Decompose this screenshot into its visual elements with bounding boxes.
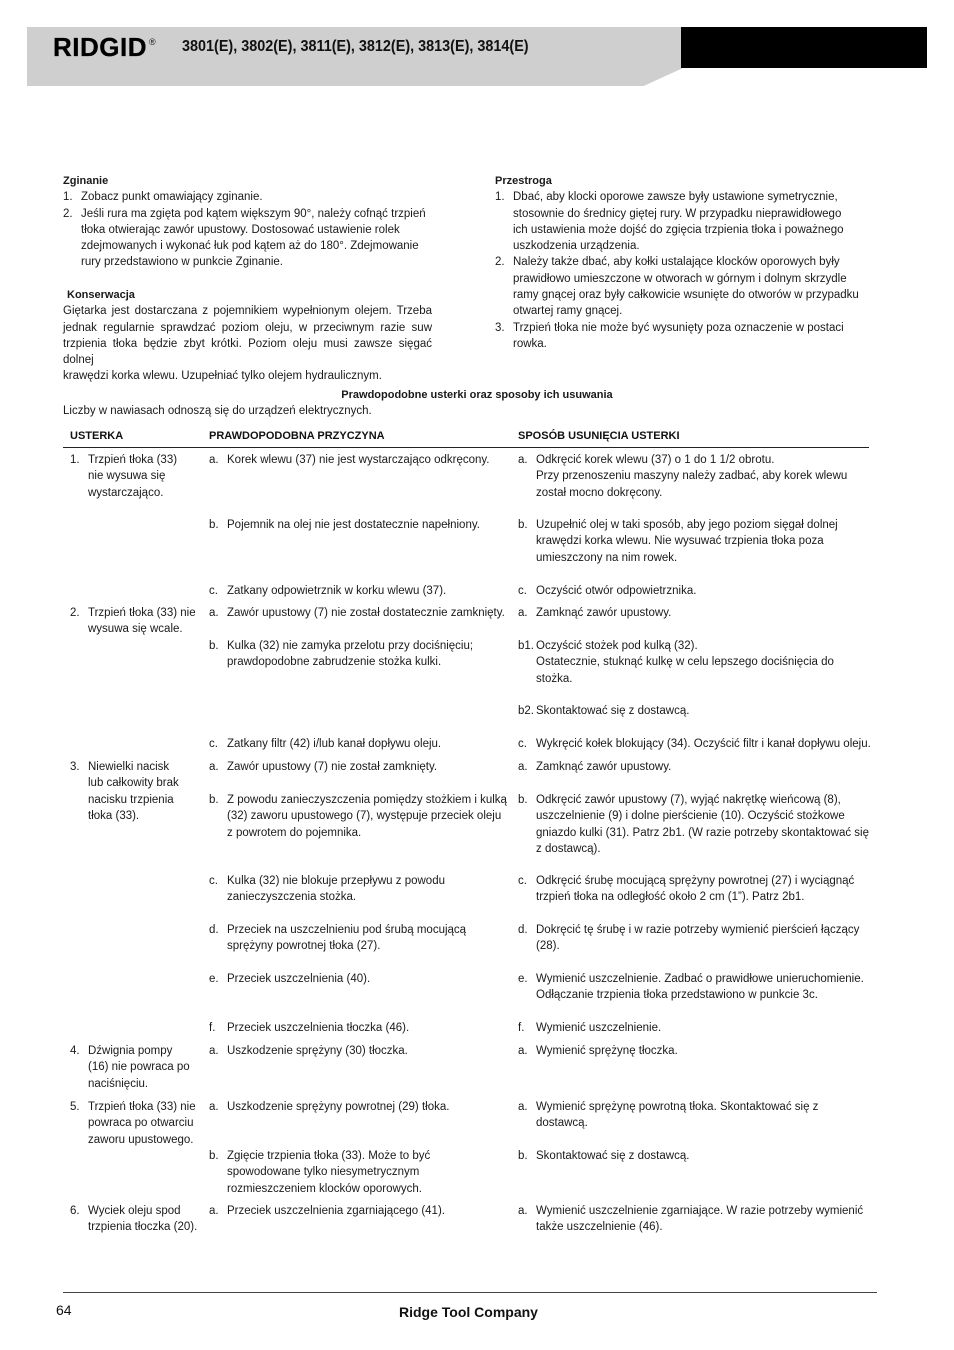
table-row-remedy: d. Dokręcić tę śrubę i w razie potrzeby wymienić pierścień łączący (28). — [518, 924, 860, 953]
list-item: 1. Dbać, aby klocki oporowe zawsze były ustawione symetrycznie, stosownie do średnicy giętej rury. W przypadku nieprawidłowego ich ustawienia może dojść do zgięcia trzpienia tłoka i poważnego uszkodzenia urządzenia. — [495, 191, 844, 253]
list-item: 3. Trzpień tłoka nie może być wysunięty poza oznaczenie w postaci rowka. — [495, 321, 844, 350]
bending-title: Zginanie — [63, 175, 109, 187]
table-row-remedy: b. Odkręcić zawór upustowy (7), wyjąć nakrętkę wieńcową (8), uszczelnienie (9) i dolne pierścienie (10). Oczyścić stożkowe gniazdo kulki (31). Patrz 2b1. (W razie potrzeby skontaktować się z dostawcą). — [518, 794, 870, 855]
maintenance-section: Konserwacja Giętarka jest dostarczana z pojemnikiem wypełnionym olejem. Trzeba jednak regularnie sprawdzać poziom oleju, w przeciwnym razie suw trzpienia tłoka będzie zbyt krótki. Poziom oleju musi zawsze sięgać dolnej krawędzi korka wlewu. Uzupełniać tylko olejem hydraulicznym. — [63, 289, 432, 383]
table-row-remedy: c. Wykręcić kołek blokujący (34). Oczyścić filtr i kanał dopływu oleju. — [518, 738, 871, 750]
table-row-fault: 6. Wyciek oleju spod trzpienia tłoczka (20). — [70, 1205, 198, 1234]
registered-mark: ® — [149, 36, 156, 47]
bending-section — [63, 173, 433, 271]
table-row-cause: b. Z powodu zanieczyszczenia pomiędzy stożkiem i kulką (32) zaworu upustowego (7), występuje przeciek oleju z powrotem do pojemnika. — [209, 794, 507, 839]
column-header-fault: USTERKA — [70, 430, 124, 442]
table-row-cause: b. Pojemnik na olej nie jest dostatecznie napełniony. — [209, 519, 480, 531]
column-header-cause: PRAWDOPODOBNA PRZYCZYNA — [209, 430, 385, 442]
model-numbers: 3801(E), 3802(E), 3811(E), 3812(E), 3813(E), 3814(E) — [182, 38, 529, 55]
table-row-fault: 3. Niewielki nacisk lub całkowity brak nacisku trzpienia tłoka (33). — [70, 761, 179, 822]
column-header-remedy: SPOSÓB USUNIĘCIA USTERKI — [518, 430, 680, 442]
table-row-cause: d. Przeciek na uszczelnieniu pod śrubą mocującą sprężyny powrotnej tłoka (27). — [209, 924, 467, 953]
table-row-remedy: f. Wymienić uszczelnienie. — [518, 1022, 662, 1034]
table-row-cause: a. Uszkodzenie sprężyny powrotnej (29) tłoka. — [209, 1101, 450, 1113]
table-row-fault: 5. Trzpień tłoka (33) nie powraca po otwarciu zaworu upustowego. — [70, 1101, 196, 1146]
header-black-block — [681, 27, 927, 68]
table-row-cause: c. Zatkany odpowietrznik w korku wlewu (37). — [209, 585, 447, 597]
caution-title: Przestroga — [495, 175, 552, 187]
header-strip — [27, 68, 683, 86]
page-number: 64 — [56, 1302, 72, 1318]
table-row-remedy: a. Zamknąć zawór upustowy. — [518, 607, 672, 619]
table-row-remedy: b. Skontaktować się z dostawcą. — [518, 1150, 690, 1162]
table-row-cause: a. Korek wlewu (37) nie jest wystarczająco odkręcony. — [209, 454, 490, 466]
table-row-fault: 1. Trzpień tłoka (33) nie wysuwa się wystarczająco. — [70, 454, 178, 499]
list-item: 2. Jeśli rura ma zgięta pod kątem większym 90°, należy cofnąć trzpień tłoka otwierając zawór upustowy. Dostosować ustawienie rolek zdejmowanych i wykonać łuk pod kątem aż do 180°. Zdejmowanie rury przedstawiono w punkcie Zginanie. — [63, 207, 426, 269]
table-row-remedy: c. Odkręcić śrubę mocującą sprężyny powrotnej (27) i wyciągnąć trzpień tłoka na odległość około 2 cm (1”). Patrz 2b1. — [518, 875, 855, 904]
table-row-cause: f. Przeciek uszczelnienia tłoczka (46). — [209, 1022, 410, 1034]
table-row-remedy: a. Wymienić sprężynę powrotną tłoka. Skontaktować się z dostawcą. — [518, 1101, 819, 1130]
brand-name: RIDGID — [53, 32, 147, 62]
troubleshooting-note: Liczby w nawiasach odnoszą się do urządzeń elektrycznych. — [63, 405, 372, 417]
table-row-cause: a. Przeciek uszczelnienia zgarniającego (41). — [209, 1205, 445, 1217]
table-row-cause: a. Zawór upustowy (7) nie został zamknięty. — [209, 761, 438, 773]
table-row-cause: b. Zgięcie trzpienia tłoka (33). Może to być spowodowane tylko niesymetrycznym rozmieszczeniem klocków oporowych. — [209, 1150, 431, 1195]
caution-list — [495, 189, 870, 352]
table-row-cause: a. Zawór upustowy (7) nie został dostatecznie zamknięty. — [209, 607, 505, 619]
header-divider — [63, 447, 869, 448]
troubleshooting-title: Prawdopodobne usterki oraz sposoby ich usuwania — [341, 389, 613, 401]
company-name: Ridge Tool Company — [399, 1304, 538, 1320]
table-row-cause: b. Kulka (32) nie zamyka przelotu przy dociśnięciu; prawdopodobne zabrudzenie stożka kulki. — [209, 640, 474, 669]
table-row-remedy: a. Wymienić sprężynę tłoczka. — [518, 1045, 678, 1057]
table-row-remedy: b2. Skontaktować się z dostawcą. — [518, 705, 690, 717]
list-item: 1. Zobacz punkt omawiający zginanie. — [63, 191, 263, 204]
table-row-remedy: a. Wymienić uszczelnienie zgarniające. W razie potrzeby wymienić także uszczelnienie (46). — [518, 1205, 864, 1234]
table-row-remedy: b. Uzupełnić olej w taki sposób, aby jego poziom sięgał dolnej krawędzi korka wlewu. Nie wysuwać trzpienia tłoka poza umieszczony na nim rowek. — [518, 519, 838, 564]
caution-section — [495, 173, 870, 352]
table-row-cause: c. Kulka (32) nie blokuje przepływu z powodu zanieczyszczenia stożka. — [209, 875, 445, 904]
table-row-cause: c. Zatkany filtr (42) i/lub kanał dopływu oleju. — [209, 738, 442, 750]
table-row-remedy: a. Odkręcić korek wlewu (37) o 1 do 1 1/2 obrotu. Przy przenoszeniu maszyny należy zadbać, aby korek wlewu został mocno dokręcony. — [518, 454, 848, 499]
table-row-cause: e. Przeciek uszczelnienia (40). — [209, 973, 371, 985]
table-row-remedy: c. Oczyścić otwór odpowietrznika. — [518, 585, 697, 597]
table-row-cause: a. Uszkodzenie sprężyny (30) tłoczka. — [209, 1045, 408, 1057]
table-row-fault: 2. Trzpień tłoka (33) nie wysuwa się wcale. — [70, 607, 196, 636]
table-row-remedy: a. Zamknąć zawór upustowy. — [518, 761, 672, 773]
table-row-remedy: e. Wymienić uszczelnienie. Zadbać o prawidłowe unieruchomienie. Odłączanie trzpienia tłoka przedstawiono w punkcie 3c. — [518, 973, 864, 1002]
ridgid-logo — [53, 34, 156, 61]
table-row-remedy: b1. Oczyścić stożek pod kulką (32). Ostatecznie, stuknąć kulkę w celu lepszego dociśnięcia do stożka. — [518, 640, 834, 685]
maintenance-title: Konserwacja — [67, 289, 135, 301]
footer-divider — [63, 1292, 877, 1293]
list-item: 2. Należy także dbać, aby kołki ustalające klocków oporowych były prawidłowo umieszczone w otworach w górnym i dolnym skrzydle ramy gnącej oraz były całkowicie wsunięte do otworów w przypadku otwartej ramy gnącej. — [495, 256, 859, 318]
table-row-fault: 4. Dźwignia pompy (16) nie powraca po naciśnięciu. — [70, 1045, 190, 1090]
bending-list — [63, 189, 433, 270]
